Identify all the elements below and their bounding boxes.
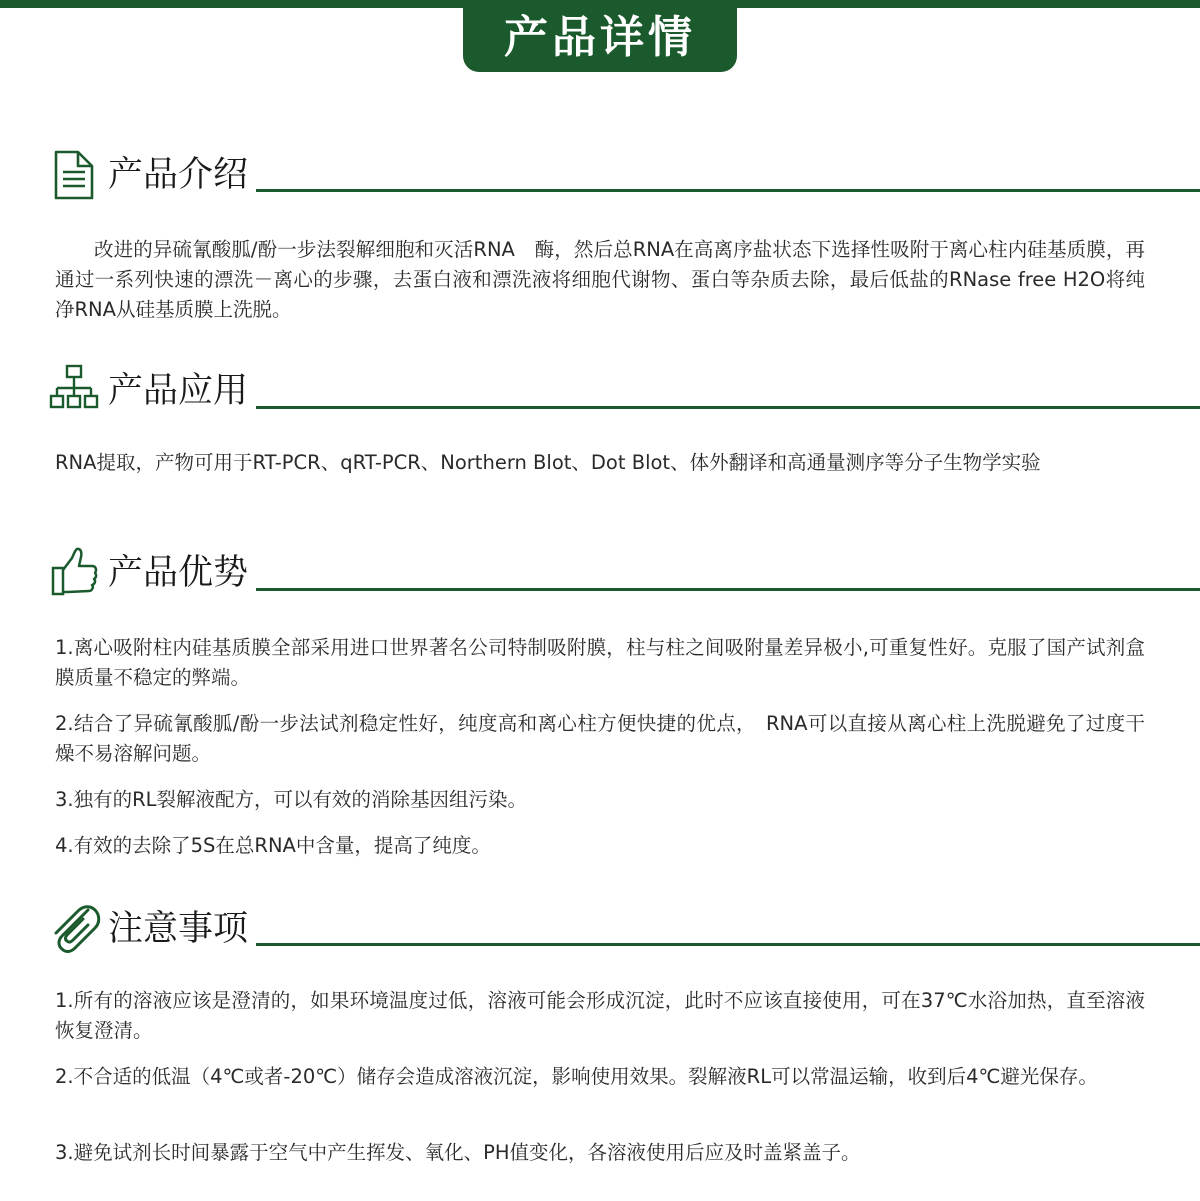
hierarchy-icon (48, 364, 102, 418)
section-title: 产品优势 (108, 553, 249, 593)
note-item: 2.不合适的低温（4℃或者-20℃）储存会造成溶液沉淀，影响使用效果。裂解液RL可以常温运输，收到后4℃避光保存。 (55, 1065, 1098, 1088)
section-notes-header (0, 902, 1200, 962)
application-paragraph: RNA提取，产物可用于RT-PCR、qRT-PCR、Northern Blot、Dot Blot、体外翻译和高通量测序等分子生物学实验 (55, 451, 1041, 474)
advantage-item: 2.结合了异硫氰酸胍/酚一步法试剂稳定性好，纯度高和离心柱方便快捷的优点， RNA可以直接从离心柱上洗脱避免了过度干燥不易溶解问题。 (55, 712, 1145, 765)
advantage-item: 4.有效的去除了5S在总RNA中含量，提高了纯度。 (55, 834, 491, 857)
section-intro-header (0, 148, 1200, 208)
section-divider (256, 406, 1200, 409)
section-advantages-header (0, 546, 1200, 606)
paperclip-icon (48, 902, 102, 956)
section-title: 注意事项 (108, 909, 249, 949)
section-divider (256, 189, 1200, 192)
header-tab (463, 0, 737, 72)
note-item: 3.避免试剂长时间暴露于空气中产生挥发、氧化、PH值变化，各溶液使用后应及时盖紧盖子。 (55, 1141, 861, 1164)
advantage-item: 1.离心吸附柱内硅基质膜全部采用进口世界著名公司特制吸附膜，柱与柱之间吸附量差异极小,可重复性好。克服了国产试剂盒膜质量不稳定的弊端。 (55, 636, 1145, 689)
note-item: 1.所有的溶液应该是澄清的，如果环境温度过低，溶液可能会形成沉淀，此时不应该直接使用，可在37℃水浴加热，直至溶液恢复澄清。 (55, 989, 1145, 1042)
thumbs-up-icon (48, 546, 102, 600)
section-title: 产品应用 (108, 371, 249, 411)
section-divider (256, 588, 1200, 591)
section-title: 产品介绍 (108, 155, 249, 195)
advantage-item: 3.独有的RL裂解液配方，可以有效的消除基因组污染。 (55, 788, 528, 811)
section-application-header (0, 364, 1200, 424)
document-icon (48, 148, 102, 202)
page-title: 产品详情 (504, 12, 696, 63)
section-divider (256, 943, 1200, 946)
intro-paragraph: 改进的异硫氰酸胍/酚一步法裂解细胞和灭活RNA 酶，然后总RNA在高离序盐状态下选择性吸附于离心柱内硅基质膜，再通过一系列快速的漂洗－离心的步骤，去蛋白液和漂洗液将细胞代谢物、蛋白等杂质去除，最后低盐的RNase free H2O将纯净RNA从硅基质膜上洗脱。 (55, 238, 1145, 321)
